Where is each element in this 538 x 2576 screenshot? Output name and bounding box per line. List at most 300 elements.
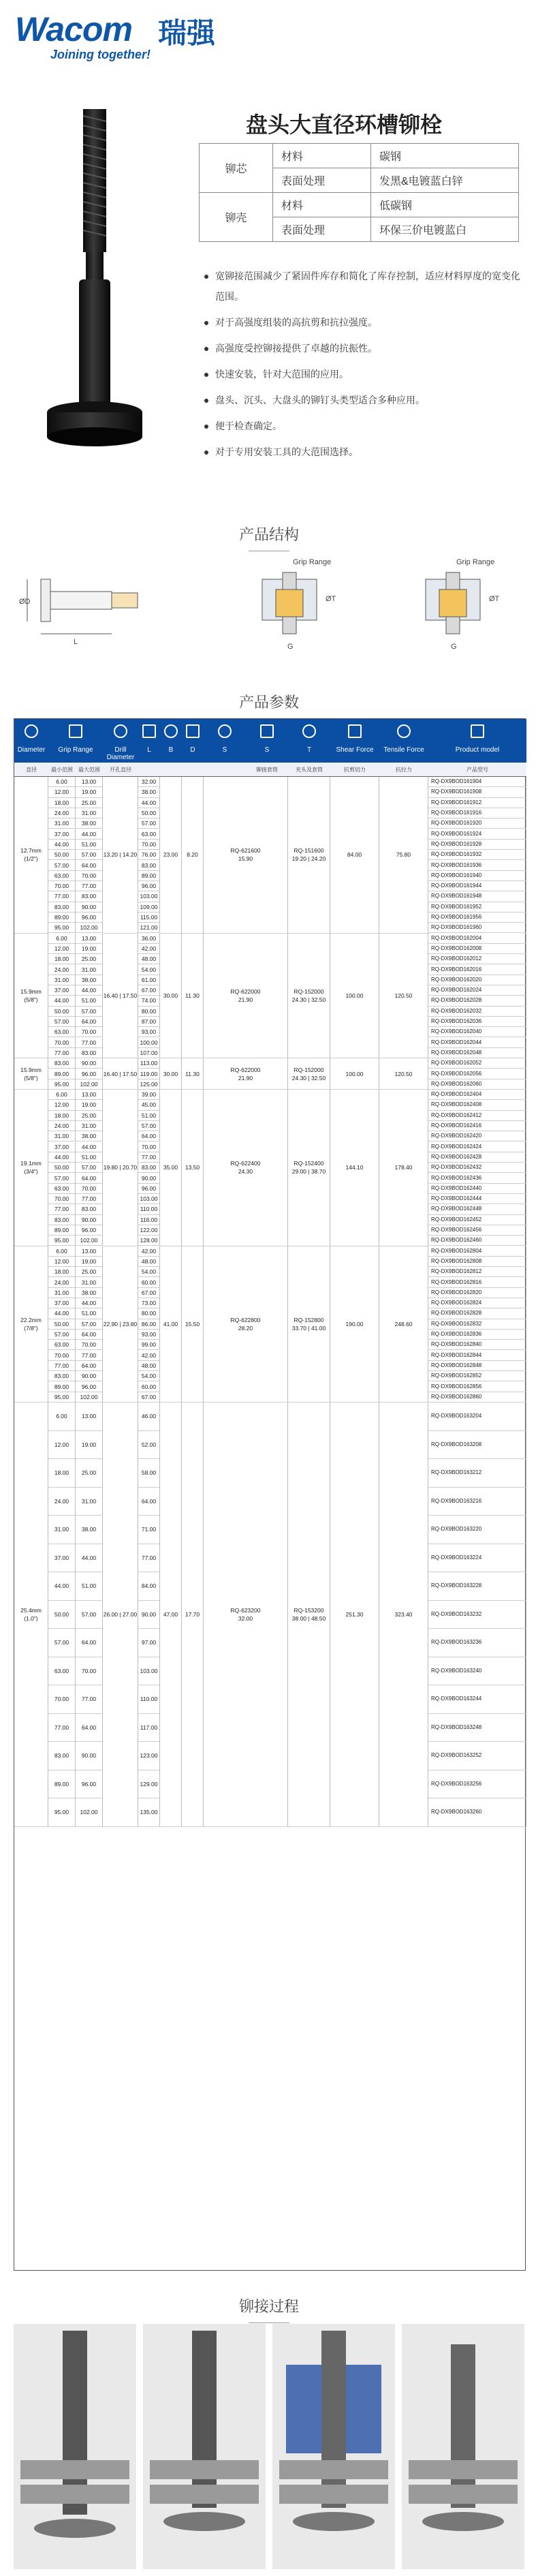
structure-side-view	[27, 579, 138, 634]
table-cell: 64.00	[76, 860, 103, 870]
table-cell: 24.00	[48, 1277, 76, 1287]
table-cell: 70.00	[48, 881, 76, 891]
table-cell: 70.00	[48, 1351, 76, 1361]
table-cell: 37.00	[48, 829, 76, 840]
feature-item: 盘头、沉头、大盘头的铆钉头类型适合多种应用。	[203, 390, 523, 410]
table-cell: RQ-DX9BOD161912	[428, 798, 526, 808]
subheader-cell: 抗剪切力	[344, 767, 366, 773]
label-d: ØD	[19, 598, 31, 606]
spec-value: 低碳钢	[371, 193, 519, 217]
table-cell: 58.00	[138, 1459, 160, 1488]
spec-value: 环保三价电镀蓝白	[371, 217, 519, 242]
table-cell: RQ-DX9BOD162024	[428, 985, 526, 996]
table-cell: 51.00	[76, 996, 103, 1006]
params-heading-text: 产品参数	[230, 691, 308, 712]
table-cell: RQ-DX9BOD161916	[428, 808, 526, 818]
table-cell: 64.00	[76, 1330, 103, 1340]
table-cell: 248.60	[379, 1246, 428, 1403]
header-icon	[142, 724, 156, 738]
table-cell: 47.00	[160, 1402, 182, 1827]
table-cell: 115.00	[138, 913, 160, 923]
table-cell: RQ-DX9BOD161920	[428, 818, 526, 829]
table-cell: 52.00	[138, 1431, 160, 1460]
params-heading	[0, 691, 538, 712]
table-cell: RQ-DX9BOD162808	[428, 1257, 526, 1267]
table-cell: 323.40	[379, 1402, 428, 1827]
label-g-1: G	[287, 643, 294, 651]
header-cell	[160, 719, 182, 763]
table-cell: 25.00	[76, 1111, 103, 1121]
structure-diagram	[0, 552, 538, 654]
table-cell: 13.20 | 14.20	[103, 777, 138, 934]
table-cell: 67.00	[138, 1288, 160, 1298]
table-cell: RQ-DX9BOD163260	[428, 1798, 526, 1827]
table-cell: 75.80	[379, 777, 428, 934]
table-cell: 12.00	[48, 787, 76, 797]
table-cell: RQ-DX9BOD162816	[428, 1277, 526, 1287]
subheader-cell: 抗拉力	[396, 767, 412, 773]
label-t-2: ØT	[489, 595, 500, 603]
table-cell: RQ-DX9BOD163248	[428, 1714, 526, 1743]
header-label: S	[264, 746, 270, 754]
table-cell: 99.00	[138, 1340, 160, 1350]
table-cell: 100.00	[330, 1058, 379, 1090]
header-cell	[246, 719, 288, 763]
table-cell: 38.00	[76, 975, 103, 985]
label-g-2: G	[451, 643, 457, 651]
table-cell: 100.00	[138, 1038, 160, 1048]
table-cell: 46.00	[138, 1402, 160, 1431]
table-cell: RQ-DX9BOD162840	[428, 1340, 526, 1350]
header-cell	[14, 719, 48, 763]
table-cell: RQ-DX9BOD162008	[428, 944, 526, 954]
table-cell: RQ-DX9BOD162844	[428, 1351, 526, 1361]
table-cell: 13.00	[76, 1090, 103, 1100]
table-cell: 122.00	[138, 1225, 160, 1236]
table-cell: 113.00	[138, 1058, 160, 1069]
table-cell: 120.50	[379, 934, 428, 1059]
params-header	[14, 719, 526, 763]
header-icon	[260, 724, 274, 738]
table-cell: RQ-DX9BOD162408	[428, 1100, 526, 1110]
table-cell: 71.00	[138, 1516, 160, 1544]
table-cell: 50.00	[138, 808, 160, 818]
table-cell: 135.00	[138, 1798, 160, 1827]
feature-item: 对于专用安装工具的大范围选择。	[203, 442, 523, 462]
header-cell	[330, 719, 379, 763]
table-cell: RQ-DX9BOD161956	[428, 913, 526, 923]
table-cell: 95.00	[48, 1798, 76, 1827]
table-cell: 24.00	[48, 964, 76, 975]
table-cell: 89.00	[48, 1069, 76, 1079]
table-cell: RQ-DX9BOD161928	[428, 840, 526, 850]
table-cell: 70.00	[76, 1027, 103, 1037]
table-cell: RQ-DX9BOD163220	[428, 1516, 526, 1544]
table-cell: 110.00	[138, 1685, 160, 1714]
table-cell: 24.00	[48, 1488, 76, 1516]
table-cell: RQ-151600 19.20 | 24.20	[288, 777, 330, 934]
structure-heading	[0, 523, 538, 545]
table-cell: RQ-622000 21.90	[204, 1058, 288, 1090]
table-cell: 83.00	[138, 860, 160, 870]
table-cell: 50.00	[48, 850, 76, 860]
table-cell: 12.00	[48, 1257, 76, 1267]
table-cell: RQ-DX9BOD162048	[428, 1048, 526, 1058]
subheader-cell: 最小范围	[51, 767, 73, 773]
table-cell: RQ-DX9BOD162828	[428, 1308, 526, 1319]
table-cell: 31.00	[76, 1277, 103, 1287]
table-cell: RQ-DX9BOD162052	[428, 1058, 526, 1069]
table-cell: 70.00	[48, 1194, 76, 1204]
table-cell: 90.00	[76, 1742, 103, 1770]
table-cell: 51.00	[76, 1572, 103, 1601]
table-cell: 12.7mm (1/2")	[14, 777, 48, 934]
table-cell: 48.00	[138, 1257, 160, 1267]
table-cell: 86.00	[138, 1319, 160, 1330]
header-icon	[114, 724, 127, 738]
table-cell: 100.00	[330, 934, 379, 1059]
table-cell: RQ-DX9BOD162820	[428, 1288, 526, 1298]
spec-key: 材料	[273, 144, 371, 168]
table-cell: 89.00	[48, 1770, 76, 1799]
table-cell: 6.00	[48, 1402, 76, 1431]
table-cell: RQ-DX9BOD162404	[428, 1090, 526, 1100]
table-cell: 31.00	[48, 1131, 76, 1141]
table-cell: RQ-DX9BOD161960	[428, 923, 526, 933]
feature-item: 快速安装，针对大范围的应用。	[203, 364, 523, 384]
header-label: Grip Range	[58, 746, 93, 754]
feature-item: 宽铆接范围减少了紧固件库存和简化了库存控制，适应材料厚度的宽变化范围。	[203, 266, 523, 307]
table-cell: 25.00	[76, 954, 103, 964]
table-cell: 19.00	[76, 944, 103, 954]
table-cell: 25.00	[76, 1459, 103, 1488]
table-cell: RQ-DX9BOD161932	[428, 850, 526, 860]
table-cell: 39.00	[138, 1090, 160, 1100]
table-cell: 83.00	[76, 1204, 103, 1214]
table-cell: 24.00	[48, 1121, 76, 1131]
spec-group: 铆芯	[200, 144, 273, 193]
subheader-cell: 夹头及套筒	[296, 767, 323, 773]
header-label: Tensile Force	[383, 746, 424, 754]
feature-item: 对于高强度组装的高抗剪和抗拉强度。	[203, 312, 523, 333]
table-cell: 123.00	[138, 1742, 160, 1770]
spec-key: 材料	[273, 193, 371, 217]
table-cell: RQ-152000 24.30 | 32.50	[288, 934, 330, 1059]
process-heading	[0, 2295, 538, 2316]
table-cell: 57.00	[48, 1017, 76, 1027]
header-cell	[138, 719, 160, 763]
table-cell: RQ-DX9BOD163216	[428, 1488, 526, 1516]
table-cell: 15.9mm (5/8")	[14, 934, 48, 1059]
table-cell: 37.00	[48, 1142, 76, 1152]
rivet-product-image	[27, 102, 163, 470]
table-cell: 31.00	[76, 964, 103, 975]
table-cell: RQ-DX9BOD162804	[428, 1246, 526, 1257]
table-cell: 15.9mm (5/8")	[14, 1058, 48, 1090]
table-cell: 57.00	[76, 850, 103, 860]
table-cell: RQ-DX9BOD162020	[428, 975, 526, 985]
table-cell: 48.00	[138, 954, 160, 964]
table-cell: 96.00	[76, 1770, 103, 1799]
header-cell	[288, 719, 330, 763]
table-cell: 84.00	[330, 777, 379, 934]
table-cell: 64.00	[76, 1173, 103, 1183]
params-table	[14, 718, 526, 2271]
table-cell: 67.00	[138, 1392, 160, 1402]
brand-cn: 瑞强	[158, 17, 216, 49]
table-cell: 64.00	[138, 1131, 160, 1141]
table-cell: 18.00	[48, 798, 76, 808]
table-cell: 90.00	[138, 1601, 160, 1629]
table-cell: RQ-DX9BOD162036	[428, 1017, 526, 1027]
header-label: Diameter	[17, 746, 46, 754]
table-cell: 37.00	[48, 1544, 76, 1573]
table-cell: 37.00	[48, 985, 76, 996]
table-cell: 48.00	[138, 1361, 160, 1371]
table-cell: RQ-DX9BOD163204	[428, 1402, 526, 1431]
params-subheader	[14, 763, 526, 777]
table-cell: 54.00	[138, 964, 160, 975]
structure-installed-1	[262, 572, 317, 634]
table-cell: 190.00	[330, 1246, 379, 1403]
table-cell: 102.00	[76, 923, 103, 933]
table-cell: 95.00	[48, 1236, 76, 1246]
header-cell	[428, 719, 526, 763]
table-cell: 144.10	[330, 1090, 379, 1246]
table-cell: RQ-DX9BOD161944	[428, 881, 526, 891]
label-grip-1: Grip Range	[293, 558, 332, 566]
table-cell: RQ-DX9BOD162460	[428, 1236, 526, 1246]
table-cell: 25.00	[76, 1267, 103, 1277]
subheader-cell: 最大范围	[78, 767, 100, 773]
process-diagram	[0, 2324, 538, 2569]
process-step-2	[143, 2324, 266, 2569]
table-cell: RQ-DX9BOD163252	[428, 1742, 526, 1770]
table-cell: RQ-DX9BOD162412	[428, 1111, 526, 1121]
table-cell: 6.00	[48, 934, 76, 944]
table-cell: 31.00	[76, 1488, 103, 1516]
table-cell: RQ-623200 32.00	[204, 1402, 288, 1827]
table-cell: RQ-DX9BOD161908	[428, 787, 526, 797]
table-cell: 57.00	[138, 1121, 160, 1131]
table-cell: 77.00	[76, 1351, 103, 1361]
table-cell: 31.00	[48, 1516, 76, 1544]
table-cell: 96.00	[76, 1225, 103, 1236]
table-cell: 35.00	[160, 1090, 182, 1246]
table-cell: 13.00	[76, 777, 103, 787]
table-cell: 12.00	[48, 1431, 76, 1460]
table-cell: 125.00	[138, 1079, 160, 1090]
table-cell: 24.00	[48, 808, 76, 818]
table-cell: RQ-DX9BOD163224	[428, 1544, 526, 1573]
table-cell: 129.00	[138, 1770, 160, 1799]
table-cell: 44.00	[76, 1544, 103, 1573]
table-cell: 90.00	[76, 1058, 103, 1069]
table-cell: RQ-153200 38.00 | 48.50	[288, 1402, 330, 1827]
table-cell: 23.00	[160, 777, 182, 934]
table-cell: 38.00	[76, 1516, 103, 1544]
table-cell: 18.00	[48, 954, 76, 964]
table-cell: RQ-DX9BOD162032	[428, 1007, 526, 1017]
table-cell: 110.00	[138, 1204, 160, 1214]
table-cell: 57.00	[48, 1629, 76, 1657]
spec-value: 碳钢	[371, 144, 519, 168]
table-cell: RQ-DX9BOD162016	[428, 964, 526, 975]
table-cell: RQ-DX9BOD163244	[428, 1685, 526, 1714]
table-cell: 117.00	[138, 1714, 160, 1743]
table-cell: 60.00	[138, 1277, 160, 1287]
table-cell: 38.00	[138, 787, 160, 797]
table-cell: 97.00	[138, 1629, 160, 1657]
table-cell: 120.50	[379, 1058, 428, 1090]
table-cell: RQ-DX9BOD162452	[428, 1215, 526, 1225]
table-cell: 102.00	[76, 1079, 103, 1090]
table-cell: 6.00	[48, 1246, 76, 1257]
table-cell: 74.00	[138, 996, 160, 1006]
table-cell: RQ-DX9BOD162432	[428, 1163, 526, 1173]
table-cell: 83.00	[48, 902, 76, 913]
process-heading-text: 铆接过程	[230, 2295, 308, 2316]
table-cell: 116.00	[138, 1215, 160, 1225]
table-cell: 93.00	[138, 1330, 160, 1340]
table-cell: RQ-DX9BOD162812	[428, 1267, 526, 1277]
table-cell: 19.00	[76, 1431, 103, 1460]
table-cell: RQ-DX9BOD162428	[428, 1152, 526, 1163]
table-cell: RQ-DX9BOD163208	[428, 1431, 526, 1460]
table-cell: 76.00	[138, 850, 160, 860]
table-cell: 51.00	[76, 1308, 103, 1319]
table-cell: 83.00	[76, 1048, 103, 1058]
table-cell: 50.00	[48, 1007, 76, 1017]
table-cell: 31.00	[48, 975, 76, 985]
table-cell: 73.00	[138, 1298, 160, 1308]
table-cell: 6.00	[48, 777, 76, 787]
table-cell: 42.00	[138, 1246, 160, 1257]
table-cell: 19.00	[76, 1257, 103, 1267]
table-cell: 64.00	[76, 1361, 103, 1371]
table-cell: 77.00	[48, 891, 76, 902]
table-cell: 19.1mm (3/4")	[14, 1090, 48, 1246]
table-cell: 44.00	[48, 1308, 76, 1319]
table-cell: 44.00	[138, 798, 160, 808]
table-cell: 89.00	[48, 1381, 76, 1392]
table-cell: RQ-DX9BOD162004	[428, 934, 526, 944]
table-cell: 44.00	[76, 1142, 103, 1152]
table-cell: RQ-DX9BOD163212	[428, 1459, 526, 1488]
header-cell	[48, 719, 103, 763]
table-cell: 64.00	[138, 1488, 160, 1516]
table-cell: 89.00	[138, 871, 160, 881]
product-title: 盘头大直径环槽铆栓	[245, 112, 442, 137]
table-cell: 19.00	[76, 787, 103, 797]
table-cell: 32.00	[138, 777, 160, 787]
subheader-cell	[204, 763, 246, 777]
table-cell: 77.00	[76, 1194, 103, 1204]
brand-name: Wacom	[15, 10, 132, 48]
table-cell: 87.00	[138, 1017, 160, 1027]
table-cell: 51.00	[76, 840, 103, 850]
table-cell: 102.00	[76, 1798, 103, 1827]
label-grip-2: Grip Range	[456, 558, 495, 566]
table-cell: 15.50	[182, 1246, 204, 1403]
table-cell: 8.20	[182, 777, 204, 934]
table-cell: 22.90 | 23.80	[103, 1246, 138, 1403]
table-cell: RQ-622800 28.20	[204, 1246, 288, 1403]
table-cell: 11.30	[182, 1058, 204, 1090]
table-cell: 25.4mm (1.0")	[14, 1402, 48, 1827]
table-cell: RQ-DX9BOD162836	[428, 1330, 526, 1340]
table-cell: 57.00	[48, 1173, 76, 1183]
table-cell: 77.00	[48, 1204, 76, 1214]
header-label: L	[147, 746, 151, 754]
table-cell: RQ-DX9BOD162060	[428, 1079, 526, 1090]
table-cell: 102.00	[76, 1236, 103, 1246]
table-cell: RQ-DX9BOD162448	[428, 1204, 526, 1214]
table-cell: 38.00	[76, 818, 103, 829]
table-cell: 90.00	[138, 1173, 160, 1183]
header-icon	[25, 724, 38, 738]
header-icon	[186, 724, 200, 738]
table-cell: RQ-DX9BOD162440	[428, 1184, 526, 1194]
table-cell: 13.00	[76, 1402, 103, 1431]
table-cell: RQ-152000 24.30 | 32.50	[288, 1058, 330, 1090]
spec-value: 发黑&电镀蓝白锌	[371, 168, 519, 193]
table-cell: RQ-DX9BOD162832	[428, 1319, 526, 1330]
table-cell: 13.50	[182, 1090, 204, 1246]
table-cell: 70.00	[138, 840, 160, 850]
table-cell: 63.00	[48, 1184, 76, 1194]
table-cell: 95.00	[48, 1392, 76, 1402]
header-label: Shear Force	[336, 746, 374, 754]
label-t-1: ØT	[326, 595, 336, 603]
table-cell: 84.00	[138, 1572, 160, 1601]
table-cell: 57.00	[76, 1319, 103, 1330]
feature-list	[203, 266, 523, 467]
header-icon	[397, 724, 411, 738]
brand-logo	[15, 10, 233, 64]
table-cell: RQ-DX9BOD162420	[428, 1131, 526, 1141]
table-cell: 16.40 | 17.50	[103, 1058, 138, 1090]
table-cell: 18.00	[48, 1267, 76, 1277]
table-cell: 37.00	[48, 1298, 76, 1308]
table-cell: 44.00	[76, 985, 103, 996]
table-cell: 60.00	[138, 1381, 160, 1392]
table-cell: 36.00	[138, 934, 160, 944]
table-cell: 63.00	[48, 1340, 76, 1350]
table-cell: RQ-DX9BOD162456	[428, 1225, 526, 1236]
spec-group: 铆壳	[200, 193, 273, 242]
table-cell: RQ-DX9BOD162040	[428, 1027, 526, 1037]
process-step-1	[14, 2324, 136, 2569]
table-cell: 57.00	[48, 1330, 76, 1340]
table-cell: RQ-DX9BOD162028	[428, 996, 526, 1006]
table-cell: RQ-DX9BOD163236	[428, 1629, 526, 1657]
table-cell: 103.00	[138, 1657, 160, 1686]
table-cell: 70.00	[76, 1657, 103, 1686]
table-cell: 70.00	[48, 1038, 76, 1048]
header-cell	[182, 719, 204, 763]
table-cell: RQ-DX9BOD161940	[428, 871, 526, 881]
subheader-cell: 直径	[26, 767, 37, 773]
header-label: D	[190, 746, 195, 754]
brand-slogan: Joining together!	[50, 48, 151, 61]
table-cell: 45.00	[138, 1100, 160, 1110]
table-cell: RQ-DX9BOD163240	[428, 1657, 526, 1686]
table-cell: 63.00	[48, 1027, 76, 1037]
subheader-cell: 开孔直径	[110, 767, 131, 773]
table-cell: 50.00	[48, 1319, 76, 1330]
table-cell: RQ-622000 21.90	[204, 934, 288, 1059]
